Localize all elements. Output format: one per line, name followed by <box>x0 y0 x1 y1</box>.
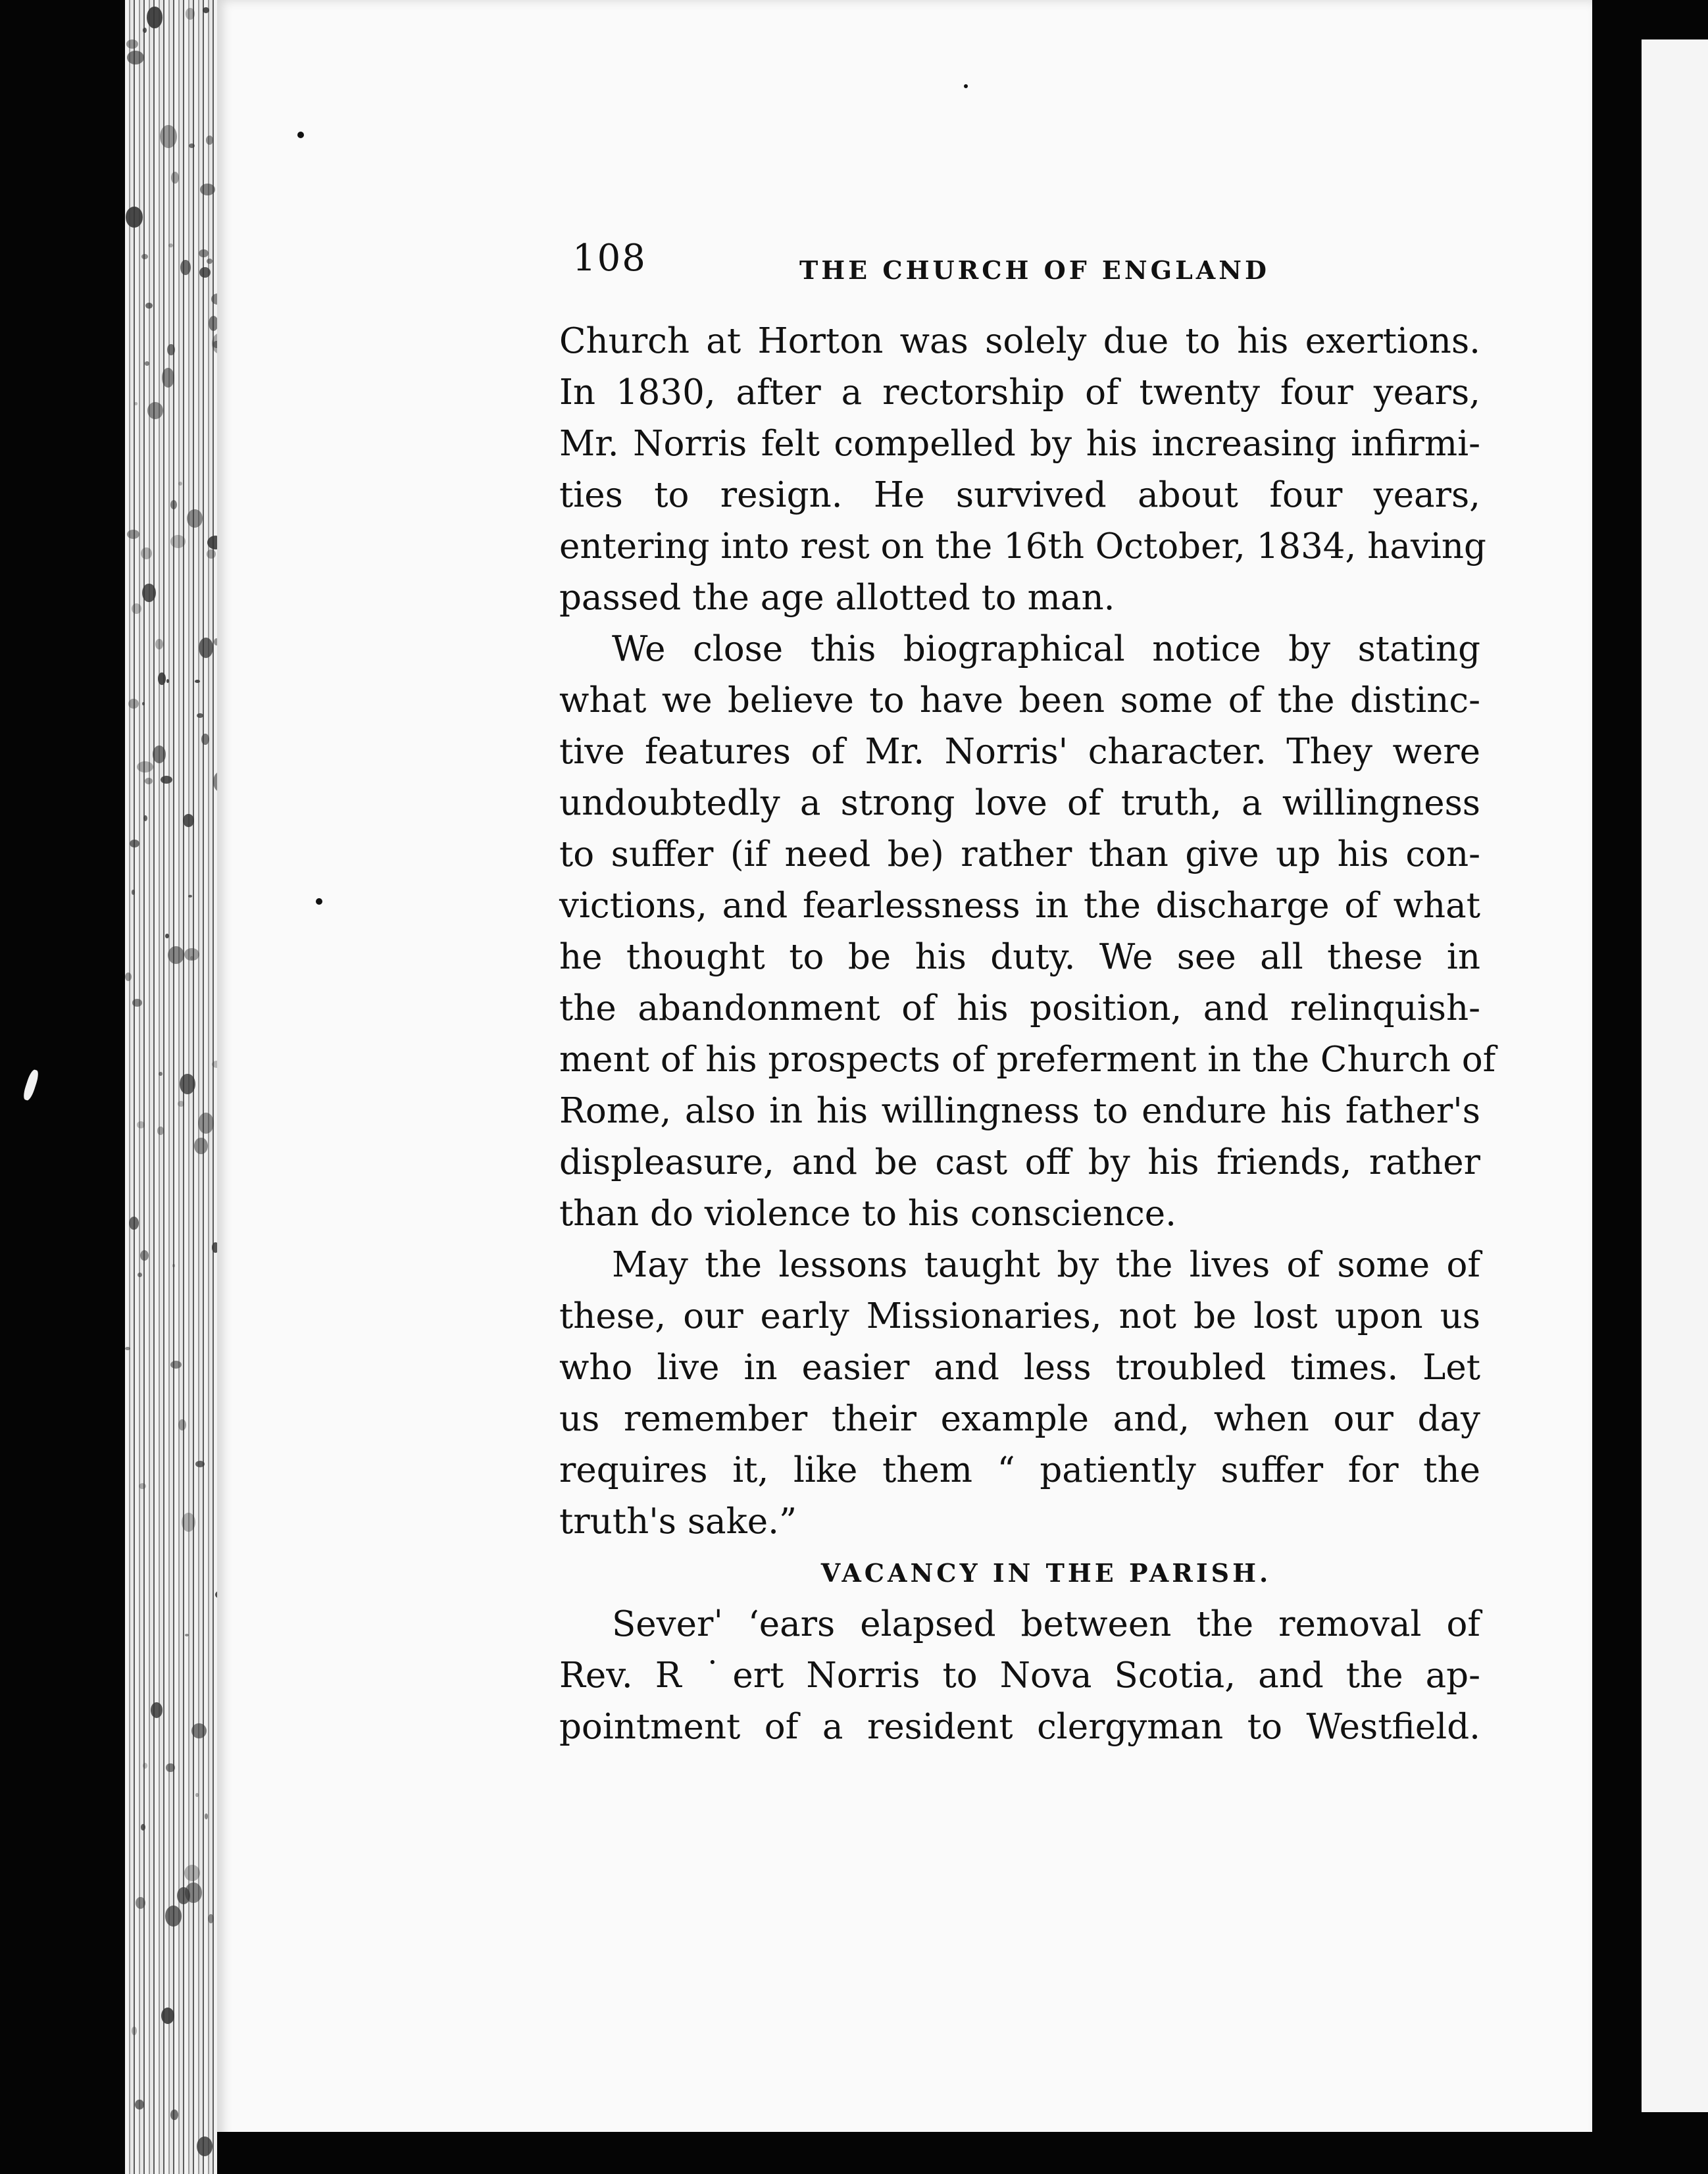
edge-speckle <box>208 1914 214 1923</box>
edge-speckle <box>143 1763 148 1769</box>
text-line: Rev. R ˙ert Norris to Nova Scotia, and the ap- <box>559 1656 1480 1696</box>
edge-speckle <box>143 815 147 821</box>
text-line: Rome, also in his willingness to endure his father's <box>559 1091 1480 1131</box>
edge-speckle <box>129 1217 139 1229</box>
edge-speckle <box>132 2027 137 2035</box>
edge-speckle <box>172 1264 175 1267</box>
text-line: undoubtedly a strong love of truth, a willingness <box>559 783 1480 823</box>
edge-speckle <box>140 1250 149 1261</box>
edge-speckle <box>132 603 141 614</box>
text-line: Mr. Norris felt compelled by his increasing infirmi- <box>559 424 1480 464</box>
edge-speckle <box>182 1513 195 1532</box>
edge-speckle <box>170 1361 182 1369</box>
section-paragraph <box>559 1599 1480 1753</box>
text-line: displeasure, and be cast off by his friends, rather <box>559 1142 1480 1182</box>
edge-speckle <box>128 699 139 709</box>
edge-speckle <box>190 956 193 959</box>
edge-speckle <box>166 1763 174 1773</box>
text-line: Church at Horton was solely due to his exertions. <box>559 321 1480 361</box>
edge-speckle <box>132 999 143 1007</box>
edge-speckle <box>198 1113 214 1134</box>
edge-speckle <box>186 8 195 20</box>
edge-speckle <box>197 2136 213 2156</box>
edge-speckle <box>153 746 166 763</box>
edge-speckle <box>191 1723 207 1738</box>
page-number: 108 <box>572 237 647 280</box>
edge-speckle <box>126 207 143 228</box>
edge-speckle <box>207 549 215 559</box>
edge-speckle <box>194 1138 207 1154</box>
edge-speckle <box>203 7 209 13</box>
edge-speckle <box>167 344 175 356</box>
edge-speckle <box>162 368 174 388</box>
text-line: Severˈ ʻears elapsed between the removal of <box>612 1604 1480 1644</box>
text-line: to suffer (if need be) rather than give up his con- <box>559 834 1480 874</box>
paragraph-3 <box>559 1240 1480 1548</box>
facing-page-edge <box>1642 39 1708 2112</box>
edge-speckle <box>178 1419 186 1430</box>
edge-speckle <box>158 672 166 685</box>
edge-speckle <box>183 814 194 827</box>
edge-speckle <box>135 2100 144 2110</box>
section-heading: VACANCY IN THE PARISH. <box>820 1558 1272 1588</box>
edge-speckle <box>170 500 177 509</box>
edge-speckle <box>145 303 152 309</box>
edge-speckle <box>147 402 163 420</box>
text-line: he thought to be his duty. We see all these in <box>559 937 1480 977</box>
edge-speckle <box>160 125 177 149</box>
edge-speckle <box>207 259 212 264</box>
edge-speckle <box>136 1897 145 1909</box>
edge-speckle <box>155 639 163 649</box>
text-line: victions, and fearlessness in the discharge of what <box>559 886 1480 926</box>
edge-speckle <box>142 584 155 602</box>
edge-speckle <box>170 535 186 548</box>
edge-speckle <box>127 530 140 539</box>
edge-speckle <box>168 946 184 964</box>
edge-speckle <box>170 2110 178 2121</box>
edge-speckle <box>201 734 209 745</box>
scan-speck <box>964 84 968 88</box>
text-line: passed the age allotted to man. <box>559 578 1115 618</box>
edge-speckle <box>189 143 195 148</box>
page-text <box>559 237 1496 1753</box>
edge-speckle <box>195 1461 205 1467</box>
text-line: requires it, like them “ patiently suffer for the <box>559 1450 1480 1490</box>
text-line: ties to resign. He survived about four years, <box>559 475 1480 515</box>
edge-speckle <box>137 1121 145 1128</box>
edge-speckle <box>185 1634 189 1636</box>
edge-speckle <box>159 1072 162 1076</box>
text-line: these, our early Missionaries, not be lost upon us <box>559 1296 1480 1336</box>
edge-speckle <box>151 1702 163 1718</box>
edge-speckle <box>200 184 216 195</box>
edge-speckle <box>142 702 145 705</box>
text-line: In 1830, after a rectorship of twenty four years, <box>559 372 1480 413</box>
running-head <box>559 237 1480 316</box>
running-head-title: THE CHURCH OF ENGLAND <box>799 255 1270 285</box>
edge-speckle <box>199 249 209 257</box>
edge-speckle <box>177 1887 190 1904</box>
edge-speckle <box>141 254 148 259</box>
scan-bottom-border <box>217 2132 1708 2174</box>
edge-speckle <box>195 680 200 683</box>
edge-speckle <box>145 361 150 366</box>
edge-speckle <box>171 172 179 184</box>
edge-speckle <box>127 51 144 64</box>
text-line: tive features of Mr. Norris' character. They were <box>559 732 1480 772</box>
edge-speckle <box>188 895 192 897</box>
text-line: We close this biographical notice by stating <box>612 629 1480 669</box>
gutter-shadow <box>1599 39 1638 2112</box>
scan-speck <box>316 898 322 905</box>
edge-speckle <box>130 840 139 847</box>
edge-speckle <box>125 1347 130 1350</box>
edge-speckle <box>132 890 136 895</box>
edge-speckle <box>139 1483 146 1489</box>
text-line: pointment of a resident clergyman to Westfield. <box>559 1707 1480 1747</box>
text-line: what we believe to have been some of the distinc- <box>559 680 1480 720</box>
edge-speckle <box>147 7 162 28</box>
text-line: than do violence to his conscience. <box>559 1194 1176 1234</box>
edge-speckle <box>197 713 203 718</box>
text-line: May the lessons taught by the lives of some of <box>612 1245 1480 1285</box>
text-line: truth's sake.” <box>559 1502 797 1542</box>
text-line: ment of his prospects of preferment in the Church of <box>559 1040 1496 1080</box>
edge-speckle <box>180 1074 195 1094</box>
edge-speckle <box>205 1813 209 1819</box>
edge-speckle <box>161 2008 174 2024</box>
edge-speckle <box>199 638 213 658</box>
edge-speckle <box>180 260 191 275</box>
edge-speckle <box>145 778 153 784</box>
edge-speckle <box>187 509 202 528</box>
edge-speckle <box>157 1126 164 1135</box>
edge-speckle <box>165 934 169 939</box>
text-line: who live in easier and less troubled times. Let <box>559 1348 1480 1388</box>
text-line: the abandonment of his position, and relinquish- <box>559 988 1480 1028</box>
edge-speckle <box>165 1906 182 1926</box>
edge-speckle <box>178 1101 184 1107</box>
paragraph-2 <box>559 624 1496 1240</box>
edge-speckle <box>134 402 138 405</box>
edge-speckle <box>141 1824 145 1831</box>
edge-speckle <box>126 39 138 49</box>
edge-speckle <box>199 267 210 278</box>
edge-speckle <box>125 973 132 982</box>
text-line: us remember their example and, when our day <box>559 1399 1480 1439</box>
edge-speckle <box>206 136 213 144</box>
edge-speckle <box>161 776 172 784</box>
paragraph-1 <box>559 316 1486 624</box>
edge-speckle <box>138 1273 143 1277</box>
edge-speckle <box>143 28 147 33</box>
edge-speckle <box>166 679 169 683</box>
scan-speck <box>297 132 304 138</box>
edge-speckle <box>178 482 182 486</box>
edge-speckle <box>195 1793 198 1797</box>
edge-speckle <box>168 243 173 248</box>
edge-speckle <box>141 547 152 560</box>
edge-speckle <box>137 761 153 772</box>
text-line: entering into rest on the 16th October, 1834, having <box>559 526 1486 567</box>
edge-speckle <box>184 1865 200 1881</box>
